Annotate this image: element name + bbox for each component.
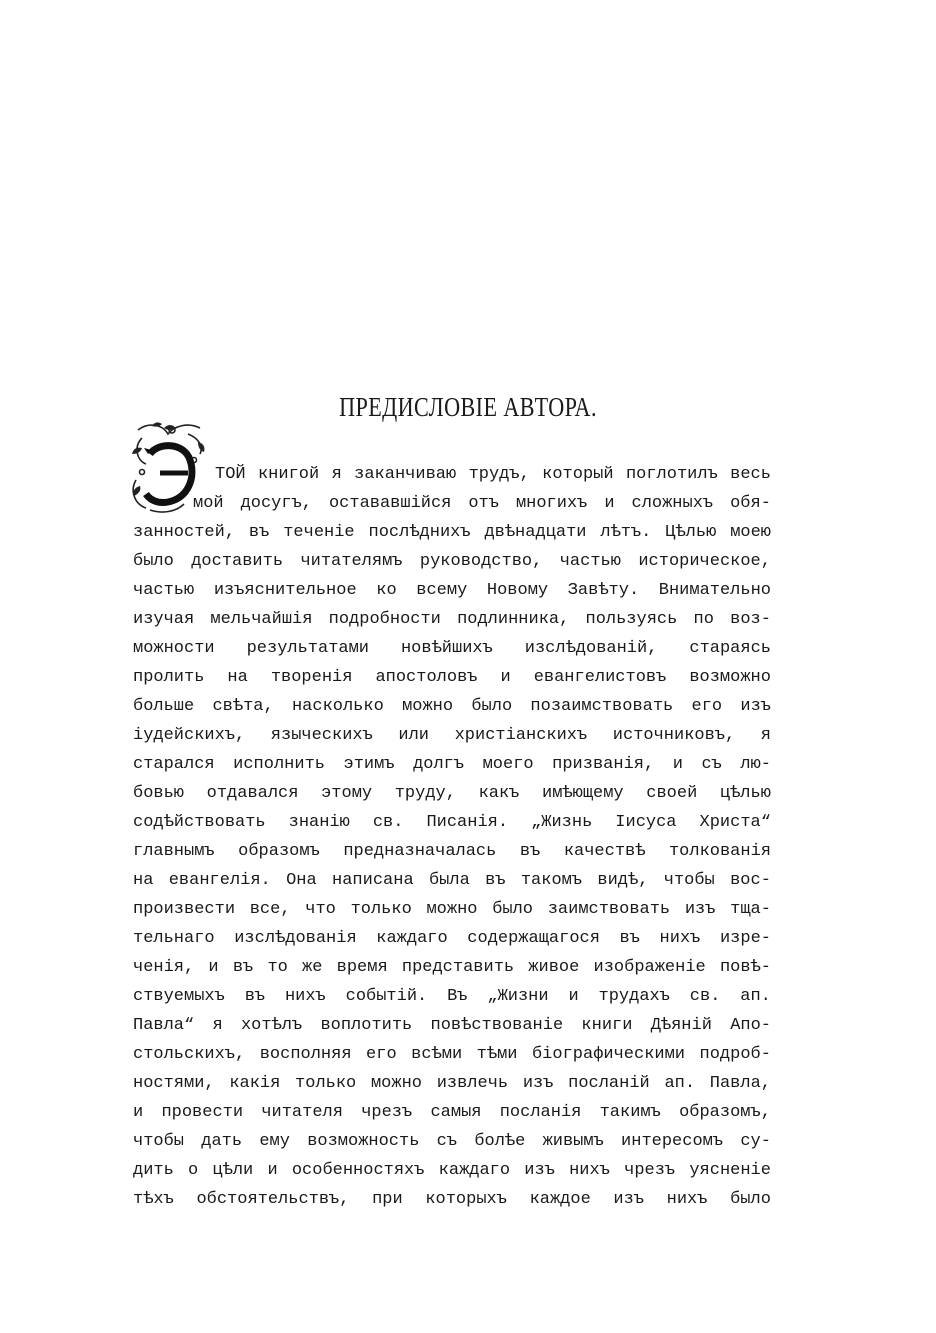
text-line: мой досугъ, остававшійся отъ многихъ и сложныхъ обя- xyxy=(193,494,771,513)
text-line: содѣйствовать знанію св. Писанія. „Жизнь Іисуса Христа“ xyxy=(133,813,771,832)
text-line: дить о цѣли и особенностяхъ каждаго изъ нихъ чрезъ уясненіе xyxy=(133,1161,771,1180)
text-line: тельнаго изслѣдованія каждаго содержащагося въ нихъ изре- xyxy=(133,929,771,948)
text-line: ствуемыхъ въ нихъ событій. Въ „Жизни и трудахъ св. ап. xyxy=(133,987,771,1006)
text-line: можности результатами новѣйшихъ изслѣдованій, стараясь xyxy=(133,639,771,658)
text-line: на евангелія. Она написана была въ такомъ видѣ, чтобы вос- xyxy=(133,871,771,890)
text-line: было доставить читателямъ руководство, частью историческое, xyxy=(133,552,771,571)
text-line: ТОЙ книгой я заканчиваю трудъ, который поглотилъ весь xyxy=(215,465,771,484)
text-line: и провести читателя чрезъ самыя посланія такимъ образомъ, xyxy=(133,1103,771,1122)
text-line: произвести все, что только можно было заимствовать изъ тща- xyxy=(133,900,771,919)
text-line: тѣхъ обстоятельствъ, при которыхъ каждое изъ нихъ было xyxy=(133,1190,771,1209)
text-line: чтобы дать ему возможность съ болѣе живымъ интересомъ су- xyxy=(133,1132,771,1151)
text-line: главнымъ образомъ предназначалась въ качествѣ толкованія xyxy=(133,842,771,861)
text-line: іудейскихъ, языческихъ или христіанскихъ источниковъ, я xyxy=(133,726,771,745)
text-line: ченія, и въ то же время представить живое изображеніе повѣ- xyxy=(133,958,771,977)
text-line: бовью отдавался этому труду, какъ имѣющему своей цѣлью xyxy=(133,784,771,803)
text-line: изучая мельчайшія подробности подлинника, пользуясь по воз- xyxy=(133,610,771,629)
text-line: стольскихъ, восполняя его всѣми тѣми біографическими подроб- xyxy=(133,1045,771,1064)
text-line: ностями, какія только можно извлечь изъ посланій ап. Павла, xyxy=(133,1074,771,1093)
text-line: пролить на творенія апостоловъ и евангелистовъ возможно xyxy=(133,668,771,687)
text-line: занностей, въ теченіе послѣднихъ двѣнадцати лѣтъ. Цѣлью моею xyxy=(133,523,771,542)
text-line: Павла“ я хотѣлъ воплотить повѣствованіе книги Дѣяній Апо- xyxy=(133,1016,771,1035)
text-line: частью изъяснительное ко всему Новому Завѣту. Внимательно xyxy=(133,581,771,600)
chapter-heading: ПРЕДИСЛОВІЕ АВТОРА. xyxy=(339,392,597,422)
text-line: больше свѣта, насколько можно было позаимствовать его изъ xyxy=(133,697,771,716)
text-line: старался исполнить этимъ долгъ моего призванія, и съ лю- xyxy=(133,755,771,774)
